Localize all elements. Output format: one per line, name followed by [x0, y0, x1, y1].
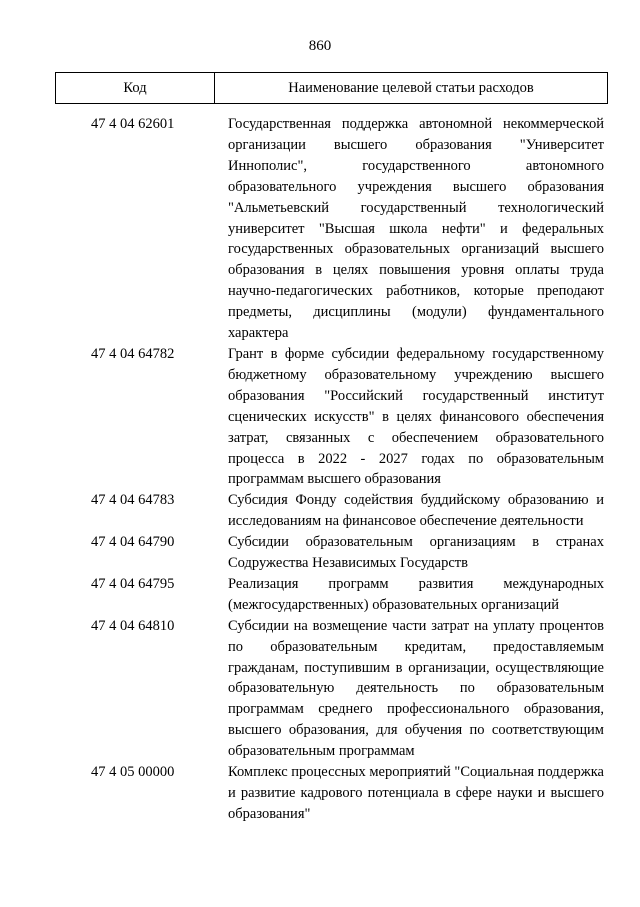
row-description: Комплекс процессных мероприятий "Социальная поддержка и развитие кадрового потенциала в сфере науки и высшего образования" [228, 764, 604, 822]
table-row [0, 762, 640, 825]
page-number: 860 [308, 38, 332, 54]
row-description: Государственная поддержка автономной некоммерческой организации высшего образования "Университет Иннополис", государственного автономного образовательного учреждения высшего образования "Альметьевский государственный технологический университет "Высшая школа нефти" и федеральных государственных образовательных организаций высшего образования в целях повышения уровня оплаты труда научно-педагогических работников, которые преподают предметы, дисциплины (модули) фундаментального характера [228, 116, 604, 342]
row-description: Реализация программ развития международных (межгосударственных) образовательных организаций [228, 575, 604, 613]
row-description: Субсидии образовательным организациям в странах Содружества Независимых Государств [228, 534, 604, 572]
table-row [0, 574, 640, 616]
row-code: 47 4 04 64795 [91, 575, 175, 592]
row-code: 47 4 04 62601 [91, 116, 175, 132]
row-code: 47 4 05 00000 [91, 764, 175, 781]
row-code: 47 4 04 64790 [91, 534, 175, 551]
column-header-name: Наименование целевой статьи расходов [288, 79, 534, 96]
table-row [0, 616, 640, 762]
row-description: Субсидии на возмещение части затрат на уплату процентов по образовательным кредитам, предоставляемым гражданам, поступившим в организации, осуществляющие образовательную деятельность по образовательным программам среднего профессионального образования, высшего образования, для обучения по соответствующим образовательным программам [228, 617, 604, 760]
row-code: 47 4 04 64810 [91, 617, 175, 634]
table-row [0, 114, 640, 344]
row-description: Грант в форме субсидии федеральному государственному бюджетному образовательному учреждению высшего образования "Российский государственный институт сценических искусств" в целях финансового обеспечения затрат, связанных с обеспечением образовательного процесса в 2022 - 2027 годах по образовательным программам высшего образования [228, 345, 604, 488]
table-row [0, 344, 640, 490]
row-code: 47 4 04 64782 [91, 345, 175, 362]
table-row [0, 532, 640, 574]
column-header-code: Код [56, 73, 215, 103]
row-code: 47 4 04 64783 [91, 492, 175, 509]
table-body [0, 114, 640, 825]
row-description: Субсидия Фонду содействия буддийскому образованию и исследованиям на финансовое обеспечение деятельности [228, 492, 604, 530]
table-header [55, 72, 608, 104]
table-row [0, 490, 640, 532]
